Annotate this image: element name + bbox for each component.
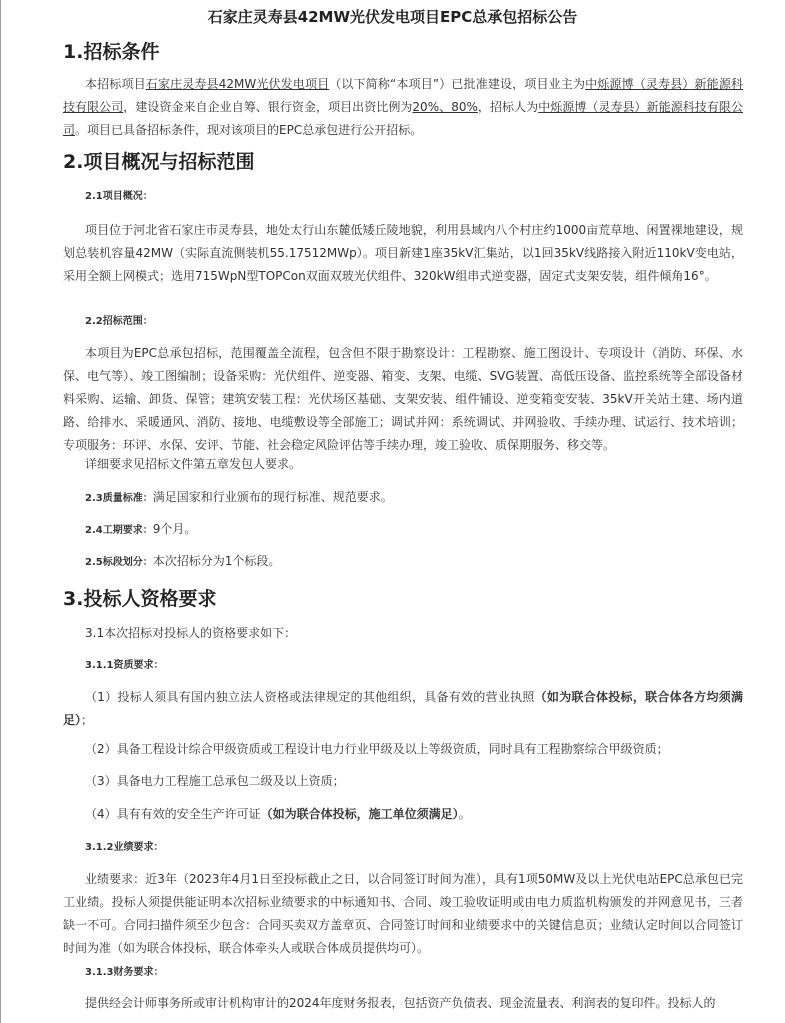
lot-text: 本次招标分为1个标段。 [152,554,281,568]
period-text: 9个月。 [152,522,197,536]
project-name-link: 石家庄灵寿县42MW光伏发电项目 [145,77,330,91]
tender-scope-paragraph: 本项目为EPC总承包招标，范围覆盖全流程，包含但不限于勘察设计：工程勘察、施工图设计、专项设计（消防、环保、水保、电气等）、竣工图编制；设备采购：光伏组件、逆变器、箱变、支架、电缆、SVG装置、高低压设备、监控系统等全部设备材料采购、运输、卸货、保管；建筑安装工程：光伏场区基础、支架安装、组件铺设、逆变箱变安装、35kV开关站土建、场内道路、给排水、采暖通风、消防、接地、电缆敷设等全部施工；调试并网：系统调试、并网验收、手续办理、试运行、技术培训；专项服务：环评、水保、安评、节能、社会稳定风险评估等手续办理，竣工验收、质保期服务、移交等。 [63,346,743,452]
subsection-2-2-heading: 2.2招标范围： [85,316,153,327]
quality-label: 2.3质量标准： [85,493,153,504]
joint-venture-note: （如为联合体投标，联合体各方均须满足） [63,690,743,727]
section-3-heading: 3.投标人资格要求 [63,588,217,610]
quality-text: 满足国家和行业颁布的现行标准、规范要求。 [152,490,393,504]
project-overview-paragraph: 项目位于河北省石家庄市灵寿县，地处太行山东麓低矮丘陵地貌，利用县域内八个村庄约1000亩荒草地、闲置裸地建设，规划总装机容量42MW（实际直流侧装机55.17512MWp）。项目新建1座35kV汇集站，以1回35kV线路接入附近110kV变电站，采用全额上网模式；选用715WpN型TOPCon双面双玻光伏组件、320kW组串式逆变器，固定式支架安装，组件倾角16°。 [63,223,743,283]
text-fragment: 。 [458,807,471,821]
text-fragment: ，招标人为 [477,100,539,114]
subsection-3-1-3-heading: 3.1.3财务要求： [85,967,164,978]
text-fragment: （以下简称“本项目”）已批准建设，项目业主为 [329,77,586,91]
tenderer-name: 中烁源博（灵寿县）新能源科技有限公司 [63,100,743,137]
lot-label: 2.5标段划分： [85,557,153,568]
page-border [0,0,1,1023]
project-owner-name: 中烁源博（灵寿县）新能源科技有限公司 [63,77,743,114]
qualification-item-4 [63,803,743,826]
text-fragment: ； [81,713,94,727]
qualification-item-2: （2）具备工程设计综合甲级资质或工程设计电力行业甲级及以上等级资质，同时具有工程勘察综合甲级资质； [85,742,669,756]
text-fragment: （1）投标人须具有国内独立法人资格或法律规定的其他组织，具备有效的营业执照 [85,690,535,704]
qualification-intro-line: 3.1本次招标对投标人的资格要求如下： [85,626,297,640]
financial-requirements-paragraph: 提供经会计师事务所或审计机构审计的2024年度财务报表，包括资产负债表、现金流量表、利润表的复印件。投标人的 [85,996,716,1010]
qualification-item-1 [63,686,743,732]
text-fragment: 本招标项目 [85,77,146,91]
funding-ratio: 20%、80% [412,100,478,114]
section-2-heading: 2.项目概况与招标范围 [63,151,255,173]
subsection-2-1-heading: 2.1项目概况： [85,191,153,202]
document-title: 石家庄灵寿县42MW光伏发电项目EPC总承包招标公告 [207,8,578,26]
performance-requirements-paragraph: 业绩要求：近3年（2023年4月1日至投标截止之日，以合同签订时间为准），具有1项50MW及以上光伏电站EPC总承包已完工业绩。投标人须提供能证明本次招标业绩要求的中标通知书、合同、竣工验收证明或由电力质监机构颁发的并网意见书，三者缺一不可。合同扫描件须至少包含：合同买卖双方盖章页、合同签订时间和业绩要求中的关键信息页；业绩认定时间以合同签订时间为准（如为联合体投标，联合体牵头人或联合体成员提供均可）。 [63,872,743,955]
quality-standard-line [85,486,765,510]
text-fragment: 。项目已具备招标条件，现对该项目的EPC总承包进行公开招标。 [75,123,423,137]
joint-venture-note: （如为联合体投标，施工单位须满足） [260,807,459,821]
text-fragment: ，建设资金来自企业自筹、银行资金，项目出资比例为 [123,100,413,114]
period-label: 2.4工期要求： [85,525,153,536]
qualification-item-3: （3）具备电力工程施工总承包二级及以上资质； [85,774,345,788]
lot-division-line [85,550,765,574]
subsection-3-1-2-heading: 3.1.2业绩要求： [85,842,164,853]
detail-requirements-line: 详细要求见招标文件第五章发包人要求。 [85,457,302,471]
text-fragment: （4）具有有效的安全生产许可证 [85,807,261,821]
construction-period-line [85,518,765,542]
subsection-3-1-1-heading: 3.1.1资质要求： [85,660,164,671]
section-1-heading: 1.招标条件 [63,41,160,63]
tender-conditions-paragraph [63,73,743,142]
